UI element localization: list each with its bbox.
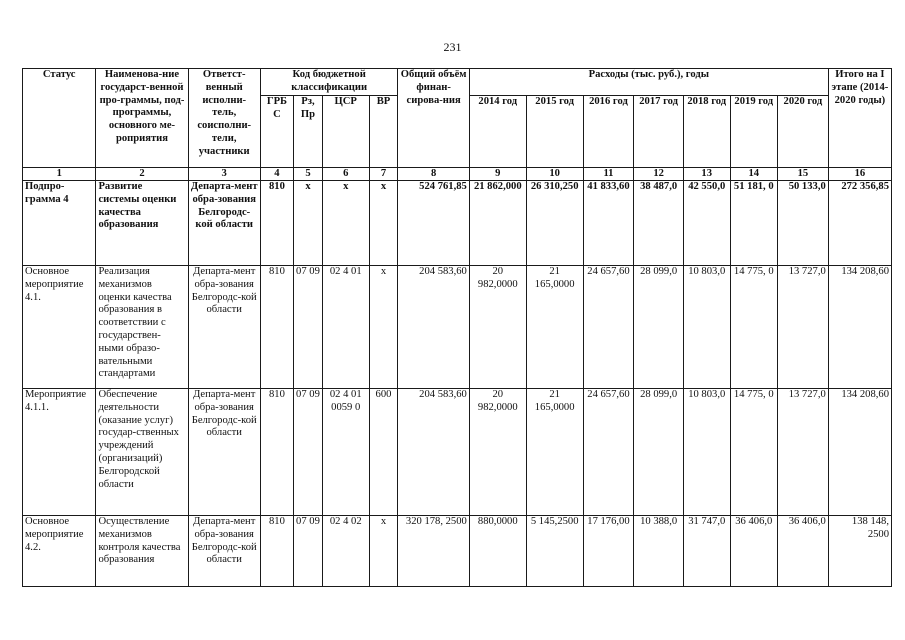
row-2014: 880,0000	[469, 516, 526, 587]
row-2018: 42 550,0	[683, 181, 730, 266]
header-2015: 2015 год	[526, 96, 583, 168]
row-stage-total: 134 208,60	[828, 389, 891, 516]
column-number: 1	[23, 168, 96, 181]
row-grbs: 810	[260, 389, 293, 516]
row-stage-total: 272 356,85	[828, 181, 891, 266]
header-2020: 2020 год	[778, 96, 829, 168]
row-2015: 5 145,2500	[526, 516, 583, 587]
row-name: Обеспечение деятельности (оказание услуг) государ-ственных учреждений (организаций) Белгородской области	[96, 389, 188, 516]
row-total: 320 178, 2500	[398, 516, 469, 587]
row-rzpr: х	[294, 181, 323, 266]
row-csr: 02 4 01 0059 0	[322, 389, 369, 516]
row-2017: 28 099,0	[634, 389, 684, 516]
row-2016: 17 176,00	[583, 516, 634, 587]
header-2019: 2019 год	[730, 96, 778, 168]
row-csr: х	[322, 181, 369, 266]
column-number: 14	[730, 168, 778, 181]
header-stage-total: Итого на I этапе (2014-2020 годы)	[828, 69, 891, 168]
row-status: Подпро-грамма 4	[23, 181, 96, 266]
row-stage-total: 138 148, 2500	[828, 516, 891, 587]
row-2018: 10 803,0	[683, 266, 730, 389]
table-row	[23, 389, 892, 516]
row-2020: 13 727,0	[778, 389, 829, 516]
row-2017: 10 388,0	[634, 516, 684, 587]
row-2019: 14 775, 0	[730, 389, 778, 516]
column-number: 12	[634, 168, 684, 181]
row-2019: 14 775, 0	[730, 266, 778, 389]
row-vr: х	[369, 516, 398, 587]
row-2016: 41 833,60	[583, 181, 634, 266]
row-2016: 24 657,60	[583, 389, 634, 516]
row-name: Развитие системы оценки качества образования	[96, 181, 188, 266]
row-2019: 51 181, 0	[730, 181, 778, 266]
row-total: 204 583,60	[398, 389, 469, 516]
row-2015: 21 165,0000	[526, 266, 583, 389]
column-number: 4	[260, 168, 293, 181]
row-stage-total: 134 208,60	[828, 266, 891, 389]
row-name: Осуществление механизмов контроля качества образования	[96, 516, 188, 587]
column-number: 13	[683, 168, 730, 181]
column-number: 2	[96, 168, 188, 181]
row-grbs: 810	[260, 516, 293, 587]
row-2015: 21 165,0000	[526, 389, 583, 516]
header-name: Наименова-ние государст-венной про-граммы, под-программы, основного ме-роприятия	[96, 69, 188, 168]
column-number: 10	[526, 168, 583, 181]
column-number: 5	[294, 168, 323, 181]
header-status: Статус	[23, 69, 96, 168]
row-2020: 50 133,0	[778, 181, 829, 266]
row-total: 204 583,60	[398, 266, 469, 389]
row-2018: 31 747,0	[683, 516, 730, 587]
row-2019: 36 406,0	[730, 516, 778, 587]
row-responsible: Департа-мент обра-зования Белгородс-кой области	[188, 516, 260, 587]
row-2014: 21 862,000	[469, 181, 526, 266]
table-row	[23, 516, 892, 587]
row-vr: х	[369, 266, 398, 389]
table-row	[23, 181, 892, 266]
row-rzpr: 07 09	[294, 389, 323, 516]
row-2020: 13 727,0	[778, 266, 829, 389]
row-responsible: Департа-мент обра-зования Белгородс-кой области	[188, 389, 260, 516]
table-row	[23, 266, 892, 389]
row-csr: 02 4 02	[322, 516, 369, 587]
header-grbs: ГРБ С	[260, 96, 293, 168]
column-number: 7	[369, 168, 398, 181]
row-rzpr: 07 09	[294, 266, 323, 389]
header-2016: 2016 год	[583, 96, 634, 168]
column-number: 8	[398, 168, 469, 181]
row-2016: 24 657,60	[583, 266, 634, 389]
row-2015: 26 310,250	[526, 181, 583, 266]
row-status: Мероприятие 4.1.1.	[23, 389, 96, 516]
row-status: Основное мероприятие 4.2.	[23, 516, 96, 587]
header-expenses: Расходы (тыс. руб.), годы	[469, 69, 828, 96]
column-number: 3	[188, 168, 260, 181]
row-2017: 38 487,0	[634, 181, 684, 266]
row-2014: 20 982,0000	[469, 266, 526, 389]
header-rzpr: Рз, Пр	[294, 96, 323, 168]
column-number: 15	[778, 168, 829, 181]
header-row-1	[23, 69, 892, 96]
column-number: 16	[828, 168, 891, 181]
row-vr: х	[369, 181, 398, 266]
row-2020: 36 406,0	[778, 516, 829, 587]
header-total-volume: Общий объём финан-сирова-ния	[398, 69, 469, 168]
row-responsible: Департа-мент обра-зования Белгородс-кой области	[188, 181, 260, 266]
row-grbs: 810	[260, 266, 293, 389]
row-vr: 600	[369, 389, 398, 516]
row-csr: 02 4 01	[322, 266, 369, 389]
row-2014: 20 982,0000	[469, 389, 526, 516]
column-number-row	[23, 168, 892, 181]
row-name: Реализация механизмов оценки качества образования в соответствии с государствен-ными образо-вательными стандартами	[96, 266, 188, 389]
header-csr: ЦСР	[322, 96, 369, 168]
column-number: 9	[469, 168, 526, 181]
row-2018: 10 803,0	[683, 389, 730, 516]
page-number: 231	[443, 40, 462, 54]
header-vr: ВР	[369, 96, 398, 168]
row-status: Основное мероприятие 4.1.	[23, 266, 96, 389]
header-budget-code: Код бюджетной классификации	[260, 69, 398, 96]
row-2017: 28 099,0	[634, 266, 684, 389]
header-2018: 2018 год	[683, 96, 730, 168]
header-2014: 2014 год	[469, 96, 526, 168]
row-rzpr: 07 09	[294, 516, 323, 587]
row-grbs: 810	[260, 181, 293, 266]
row-total: 524 761,85	[398, 181, 469, 266]
row-responsible: Департа-мент обра-зования Белгородс-кой области	[188, 266, 260, 389]
column-number: 11	[583, 168, 634, 181]
column-number: 6	[322, 168, 369, 181]
header-responsible: Ответст-венный исполни-тель, соисполни-тели, участники	[188, 69, 260, 168]
header-2017: 2017 год	[634, 96, 684, 168]
budget-table	[22, 68, 892, 587]
